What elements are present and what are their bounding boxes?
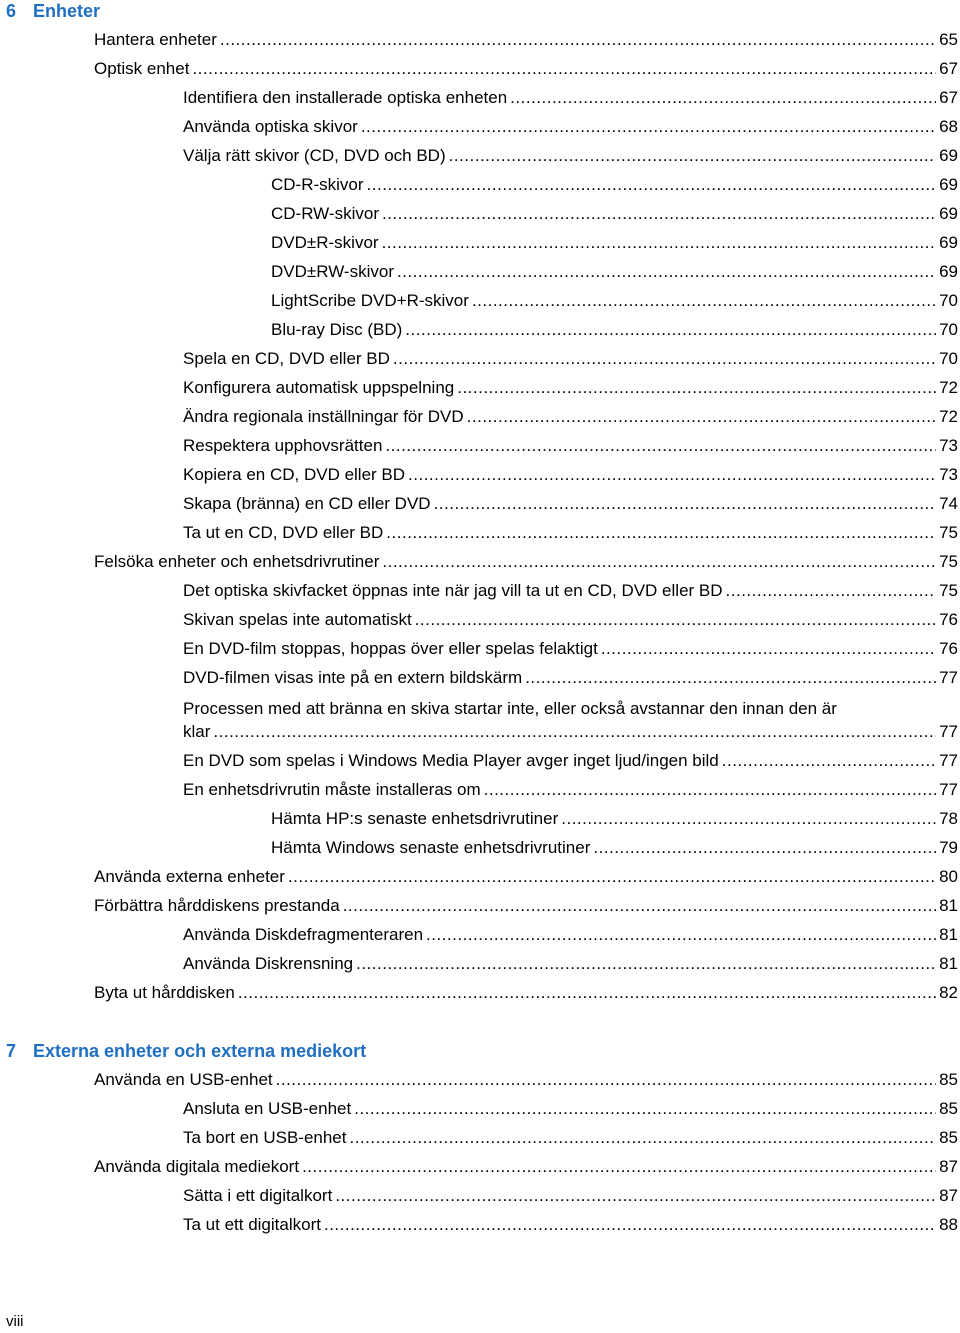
toc-entry-title[interactable]: En enhetsdrivrutin måste installeras om: [183, 780, 481, 799]
toc-entry[interactable]: [271, 203, 958, 225]
toc-entry[interactable]: [94, 982, 958, 1004]
dot-leader: [382, 232, 937, 254]
toc-entry-page[interactable]: 70: [939, 349, 958, 368]
dot-leader: [385, 435, 936, 457]
toc-entry-page[interactable]: 68: [939, 117, 958, 136]
toc-entry-title-continued[interactable]: klar: [183, 722, 211, 741]
toc-entry[interactable]: [183, 464, 958, 486]
toc-entry[interactable]: [94, 551, 958, 573]
toc-entry-page[interactable]: 82: [939, 983, 958, 1002]
toc-entry-page[interactable]: 74: [939, 494, 958, 513]
toc-entry-title[interactable]: Identifiera den installerade optiska enheten: [183, 88, 508, 107]
toc-entry[interactable]: [271, 232, 958, 254]
toc-entry-page[interactable]: 85: [939, 1128, 958, 1147]
toc-entry-page[interactable]: 69: [939, 204, 958, 223]
toc-chapter-7: [6, 1040, 958, 1243]
toc-entry-title[interactable]: Använda optiska skivor: [183, 117, 358, 136]
toc-entry-title[interactable]: Skapa (bränna) en CD eller DVD: [183, 494, 431, 513]
dot-leader: [722, 750, 936, 772]
toc-entry-page[interactable]: 77: [939, 722, 958, 741]
toc-entry-page[interactable]: 88: [939, 1215, 958, 1234]
dot-leader: [302, 1156, 936, 1178]
toc-entry-title[interactable]: Det optiska skivfacket öppnas inte när jag vill ta ut en CD, DVD eller BD: [183, 581, 723, 600]
toc-entry-title[interactable]: Välja rätt skivor (CD, DVD och BD): [183, 146, 446, 165]
toc-entry[interactable]: [183, 924, 958, 946]
toc-entry-title[interactable]: Använda digitala mediekort: [94, 1157, 300, 1176]
dot-leader: [601, 638, 936, 660]
dot-leader: [354, 1098, 936, 1120]
toc-entry-page[interactable]: 87: [939, 1186, 958, 1205]
toc-entry-title[interactable]: DVD±R-skivor: [271, 233, 379, 252]
dot-leader: [367, 174, 937, 196]
toc-entry-title[interactable]: Spela en CD, DVD eller BD: [183, 349, 390, 368]
dot-leader: [457, 377, 936, 399]
dot-leader: [382, 203, 936, 225]
dot-leader: [192, 58, 936, 80]
toc-entry-title[interactable]: Konfigurera automatisk uppspelning: [183, 378, 455, 397]
toc-entry[interactable]: [183, 435, 958, 457]
toc-entry-page[interactable]: 75: [939, 552, 958, 571]
dot-leader: [349, 1127, 936, 1149]
toc-entry-page[interactable]: 69: [939, 175, 958, 194]
dot-leader: [434, 493, 937, 515]
toc-entry-page[interactable]: 69: [939, 262, 958, 281]
toc-entry[interactable]: [271, 319, 958, 341]
toc-entry[interactable]: [183, 116, 958, 138]
toc-entry[interactable]: [183, 1098, 958, 1120]
toc-entry-page[interactable]: 77: [939, 668, 958, 687]
toc-entry-page[interactable]: 73: [939, 465, 958, 484]
toc-entry[interactable]: [94, 58, 958, 80]
dot-leader: [397, 261, 936, 283]
toc-entry-page[interactable]: 76: [939, 610, 958, 629]
dot-leader: [356, 953, 936, 975]
toc-entry-title[interactable]: DVD-filmen visas inte på en extern bildskärm: [183, 668, 523, 687]
toc-entry-title[interactable]: Hantera enheter: [94, 30, 217, 49]
toc-entry-page[interactable]: 73: [939, 436, 958, 455]
dot-leader: [238, 982, 936, 1004]
dot-leader: [343, 895, 936, 917]
dot-leader: [415, 609, 936, 631]
toc-entry[interactable]: [271, 261, 958, 283]
toc-entry-page[interactable]: 81: [939, 954, 958, 973]
toc-entry[interactable]: [183, 953, 958, 975]
toc-entry[interactable]: [94, 866, 958, 888]
dot-leader: [324, 1214, 936, 1236]
toc-entry[interactable]: [271, 808, 958, 830]
dot-leader: [510, 87, 936, 109]
toc-entry-title[interactable]: Processen med att bränna en skiva startar inte, eller också avstannar den innan den är: [183, 699, 837, 718]
chapter-title: Enheter: [33, 1, 101, 21]
toc-entry-title[interactable]: Ta ut en CD, DVD eller BD: [183, 523, 384, 542]
toc-entry-page[interactable]: 85: [939, 1099, 958, 1118]
toc-entry[interactable]: [183, 667, 958, 689]
toc-entry-title[interactable]: Ansluta en USB-enhet: [183, 1099, 352, 1118]
toc-entry[interactable]: [183, 779, 958, 801]
toc-entry-title[interactable]: Använda Diskdefragmenteraren: [183, 925, 424, 944]
toc-entry[interactable]: [183, 493, 958, 515]
toc-entry-title[interactable]: En DVD-film stoppas, hoppas över eller spelas felaktigt: [183, 639, 598, 658]
toc-entry-list: [6, 1069, 958, 1236]
dot-leader: [213, 721, 936, 743]
toc-entry-title[interactable]: Blu-ray Disc (BD): [271, 320, 403, 339]
dot-leader: [393, 348, 936, 370]
toc-entry-title[interactable]: Sätta i ett digitalkort: [183, 1186, 333, 1205]
toc-entry-title[interactable]: Förbättra hårddiskens prestanda: [94, 896, 340, 915]
dot-leader: [408, 464, 936, 486]
toc-entry-title[interactable]: Ta bort en USB-enhet: [183, 1128, 347, 1147]
dot-leader: [220, 29, 936, 51]
toc-entry-continuation: [183, 721, 958, 743]
toc-entry-title[interactable]: Hämta HP:s senaste enhetsdrivrutiner: [271, 809, 559, 828]
toc-entry-page[interactable]: 80: [939, 867, 958, 886]
toc-entry-page[interactable]: 81: [939, 896, 958, 915]
toc-entry-page[interactable]: 67: [939, 88, 958, 107]
dot-leader: [361, 116, 936, 138]
page-number: viii: [6, 1313, 24, 1330]
toc-entry[interactable]: [183, 406, 958, 428]
toc-entry-title[interactable]: Ta ut ett digitalkort: [183, 1215, 321, 1234]
toc-entry-title[interactable]: Skivan spelas inte automatiskt: [183, 610, 412, 629]
dot-leader: [472, 290, 936, 312]
toc-entry-page[interactable]: 70: [939, 320, 958, 339]
toc-chapter-6: [6, 0, 958, 1011]
toc-entry-title[interactable]: Använda externa enheter: [94, 867, 285, 886]
toc-entry[interactable]: [271, 174, 958, 196]
toc-entry-list: [6, 29, 958, 1004]
toc-entry-page[interactable]: 81: [939, 925, 958, 944]
dot-leader: [335, 1185, 936, 1207]
toc-entry-page[interactable]: 79: [939, 838, 958, 857]
toc-entry[interactable]: [94, 29, 958, 51]
dot-leader: [426, 924, 936, 946]
toc-entry[interactable]: [271, 290, 958, 312]
toc-entry[interactable]: [183, 87, 958, 109]
dot-leader: [484, 779, 936, 801]
toc-entry-title[interactable]: CD-R-skivor: [271, 175, 364, 194]
toc-entry-page[interactable]: 77: [939, 751, 958, 770]
toc-entry[interactable]: [183, 750, 958, 772]
toc-entry[interactable]: [183, 145, 958, 167]
toc-entry-page[interactable]: 67: [939, 59, 958, 78]
dot-leader: [405, 319, 936, 341]
toc-entry-title[interactable]: DVD±RW-skivor: [271, 262, 394, 281]
dot-leader: [386, 522, 936, 544]
toc-entry[interactable]: [183, 580, 958, 602]
toc-entry-title[interactable]: Felsöka enheter och enhetsdrivrutiner: [94, 552, 380, 571]
toc-entry-page[interactable]: 72: [939, 407, 958, 426]
toc-entry[interactable]: [183, 522, 958, 544]
toc-entry-title[interactable]: Byta ut hårddisken: [94, 983, 235, 1002]
toc-entry-title[interactable]: Ändra regionala inställningar för DVD: [183, 407, 464, 426]
toc-entry[interactable]: [94, 1156, 958, 1178]
dot-leader: [467, 406, 936, 428]
toc-entry-page[interactable]: 70: [939, 291, 958, 310]
toc-entry[interactable]: [271, 837, 958, 859]
toc-entry[interactable]: [183, 348, 958, 370]
dot-leader: [593, 837, 936, 859]
toc-entry-title[interactable]: Använda Diskrensning: [183, 954, 354, 973]
dot-leader: [276, 1069, 936, 1091]
toc-entry[interactable]: [94, 1069, 958, 1091]
toc-entry-page[interactable]: 87: [939, 1157, 958, 1176]
toc-entry-title[interactable]: Respektera upphovsrätten: [183, 436, 383, 455]
dot-leader: [449, 145, 936, 167]
toc-entry-page[interactable]: 76: [939, 639, 958, 658]
chapter-heading[interactable]: [6, 1040, 958, 1062]
chapter-number: 7: [6, 1041, 17, 1061]
dot-leader: [525, 667, 936, 689]
toc-entry-page[interactable]: 78: [939, 809, 958, 828]
toc-entry[interactable]: [94, 895, 958, 917]
toc-entry-title[interactable]: Optisk enhet: [94, 59, 190, 78]
chapter-number: 6: [6, 1, 17, 21]
toc-entry-title[interactable]: En DVD som spelas i Windows Media Player avger inget ljud/ingen bild: [183, 751, 719, 770]
toc-entry-title[interactable]: Använda en USB-enhet: [94, 1070, 273, 1089]
toc-entry[interactable]: [183, 377, 958, 399]
toc-entry-page[interactable]: 69: [939, 146, 958, 165]
toc-entry-page[interactable]: 69: [939, 233, 958, 252]
dot-leader: [288, 866, 936, 888]
toc-entry[interactable]: [183, 1214, 958, 1236]
dot-leader: [382, 551, 936, 573]
toc-entry-title[interactable]: LightScribe DVD+R-skivor: [271, 291, 469, 310]
toc-entry-page[interactable]: 75: [939, 523, 958, 542]
dot-leader: [726, 580, 937, 602]
toc-entry-title[interactable]: Kopiera en CD, DVD eller BD: [183, 465, 406, 484]
toc-entry-page[interactable]: 77: [939, 780, 958, 799]
chapter-title: Externa enheter och externa mediekort: [33, 1041, 367, 1061]
toc-entry[interactable]: [183, 609, 958, 631]
toc-entry-page[interactable]: 65: [939, 30, 958, 49]
toc-entry-title[interactable]: CD-RW-skivor: [271, 204, 379, 223]
chapter-heading[interactable]: [6, 0, 958, 22]
toc-entry-page[interactable]: 72: [939, 378, 958, 397]
toc-entry-page[interactable]: 85: [939, 1070, 958, 1089]
toc-entry[interactable]: [183, 1127, 958, 1149]
toc-entry[interactable]: [183, 696, 958, 743]
toc-entry-title[interactable]: Hämta Windows senaste enhetsdrivrutiner: [271, 838, 591, 857]
dot-leader: [561, 808, 936, 830]
toc-entry[interactable]: [183, 1185, 958, 1207]
toc-entry-page[interactable]: 75: [939, 581, 958, 600]
toc-entry[interactable]: [183, 638, 958, 660]
